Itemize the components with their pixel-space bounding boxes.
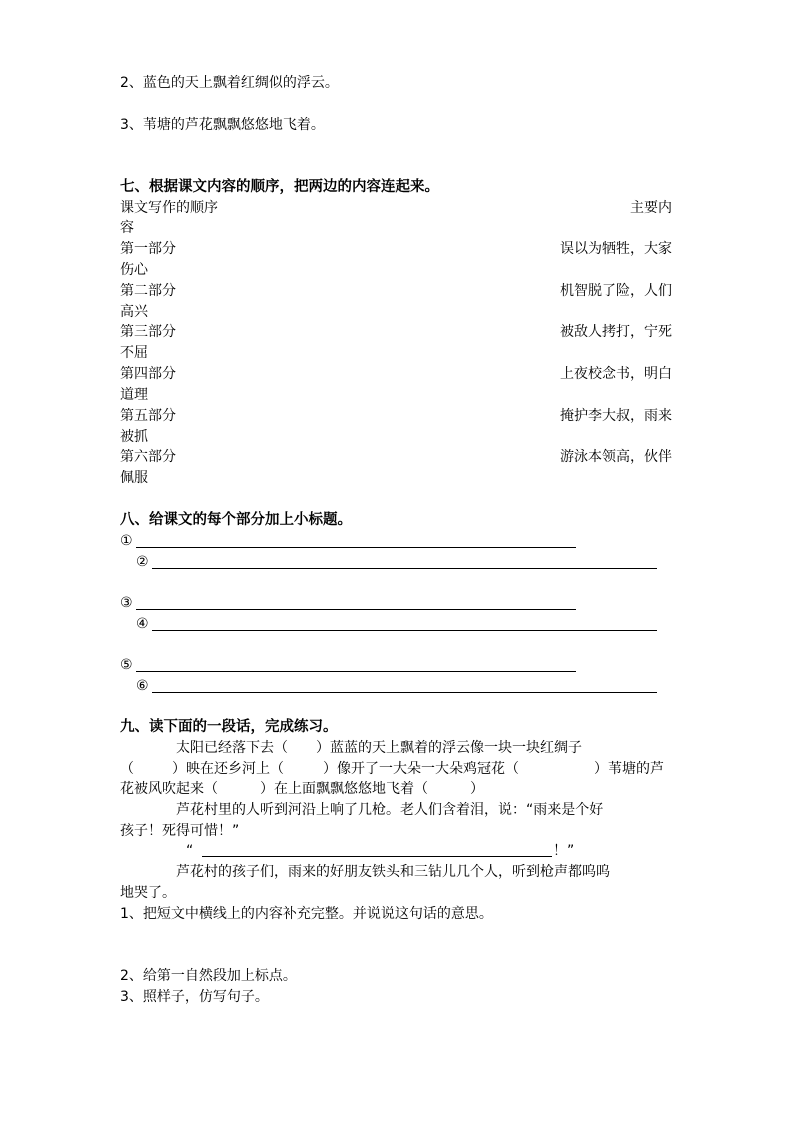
question-2: 2、给第一自然段加上标点。 bbox=[120, 968, 297, 984]
section9-title: 九、读下面的一段话，完成练习。 bbox=[120, 719, 338, 735]
content-item-6: 游泳本领高，伙伴 bbox=[560, 449, 672, 465]
passage-p1-line2d: ）苇塘的芦 bbox=[594, 761, 664, 777]
passage-p3-line1: 芦花村的孩子们，雨来的好朋友铁头和三钻儿几个人，听到枪声都呜呜 bbox=[176, 864, 610, 880]
order-part-6: 第六部分 bbox=[120, 449, 176, 465]
quote-fill-blank[interactable] bbox=[202, 856, 552, 857]
section7-right-header: 主要内 bbox=[630, 200, 672, 216]
subtitle-marker-3: ③ bbox=[120, 595, 133, 611]
subtitle-marker-6: ⑥ bbox=[136, 678, 149, 694]
section7-left-header: 课文写作的顺序 bbox=[120, 200, 218, 216]
subtitle-blank-5[interactable] bbox=[136, 671, 576, 672]
content-item-5: 掩护李大叔，雨来 bbox=[560, 408, 672, 424]
question-3: 3、照样子，仿写句子。 bbox=[120, 989, 269, 1005]
subtitle-marker-1: ① bbox=[120, 533, 133, 549]
order-part-3: 第三部分 bbox=[120, 324, 176, 340]
section7-title: 七、根据课文内容的顺序，把两边的内容连起来。 bbox=[120, 179, 439, 195]
quote-close-mark: ！” bbox=[553, 843, 575, 859]
passage-p1-line2b: ）映在还乡河上（ bbox=[172, 761, 284, 777]
quote-open-mark: “ bbox=[186, 843, 194, 859]
subtitle-blank-2[interactable] bbox=[152, 568, 657, 569]
order-part-4: 第四部分 bbox=[120, 366, 176, 382]
content-item-2-wrap: 高兴 bbox=[120, 304, 148, 320]
passage-p1-line2c: ）像开了一大朵一大朵鸡冠花（ bbox=[323, 761, 519, 777]
subtitle-marker-5: ⑤ bbox=[120, 657, 133, 673]
content-item-5-wrap: 被抓 bbox=[120, 429, 148, 445]
passage-p2-line1: 芦花村里的人听到河沿上响了几枪。老人们含着泪，说：“雨来是个好 bbox=[176, 802, 604, 818]
order-part-5: 第五部分 bbox=[120, 408, 176, 424]
passage-p3-line2: 地哭了。 bbox=[120, 885, 176, 901]
passage-p1-line2a: （ bbox=[120, 761, 134, 777]
order-part-1: 第一部分 bbox=[120, 241, 176, 257]
example-sentence-3: 3、苇塘的芦花飘飘悠悠地飞着。 bbox=[120, 117, 325, 133]
content-item-3-wrap: 不屈 bbox=[120, 345, 148, 361]
subtitle-blank-6[interactable] bbox=[152, 692, 657, 693]
subtitle-marker-4: ④ bbox=[136, 616, 149, 632]
section8-title: 八、给课文的每个部分加上小标题。 bbox=[120, 512, 352, 528]
passage-p1-line1: 太阳已经落下去（ ）蓝蓝的天上飘着的浮云像一块一块红绸子 bbox=[176, 740, 582, 756]
subtitle-blank-1[interactable] bbox=[136, 547, 576, 548]
subtitle-blank-4[interactable] bbox=[152, 630, 657, 631]
passage-p2-line2: 孩子！死得可惜！” bbox=[120, 823, 240, 839]
subtitle-blank-3[interactable] bbox=[136, 609, 576, 610]
example-sentence-2: 2、蓝色的天上飘着红绸似的浮云。 bbox=[120, 75, 339, 91]
order-part-2: 第二部分 bbox=[120, 283, 176, 299]
content-item-2: 机智脱了险，人们 bbox=[560, 283, 672, 299]
content-item-4-wrap: 道理 bbox=[120, 387, 148, 403]
content-item-4: 上夜校念书，明白 bbox=[560, 366, 672, 382]
subtitle-marker-2: ② bbox=[136, 554, 149, 570]
question-1: 1、把短文中横线上的内容补充完整。并说说这句话的意思。 bbox=[120, 906, 493, 922]
content-item-1-wrap: 伤心 bbox=[120, 262, 148, 278]
content-item-3: 被敌人拷打，宁死 bbox=[560, 324, 672, 340]
section7-header-wrap: 容 bbox=[120, 220, 134, 236]
content-item-1: 误以为牺牲，大家 bbox=[560, 241, 672, 257]
content-item-6-wrap: 佩服 bbox=[120, 470, 148, 486]
passage-p1-line3: 花被风吹起来（ ）在上面飘飘悠悠地飞着（ ） bbox=[120, 781, 484, 797]
